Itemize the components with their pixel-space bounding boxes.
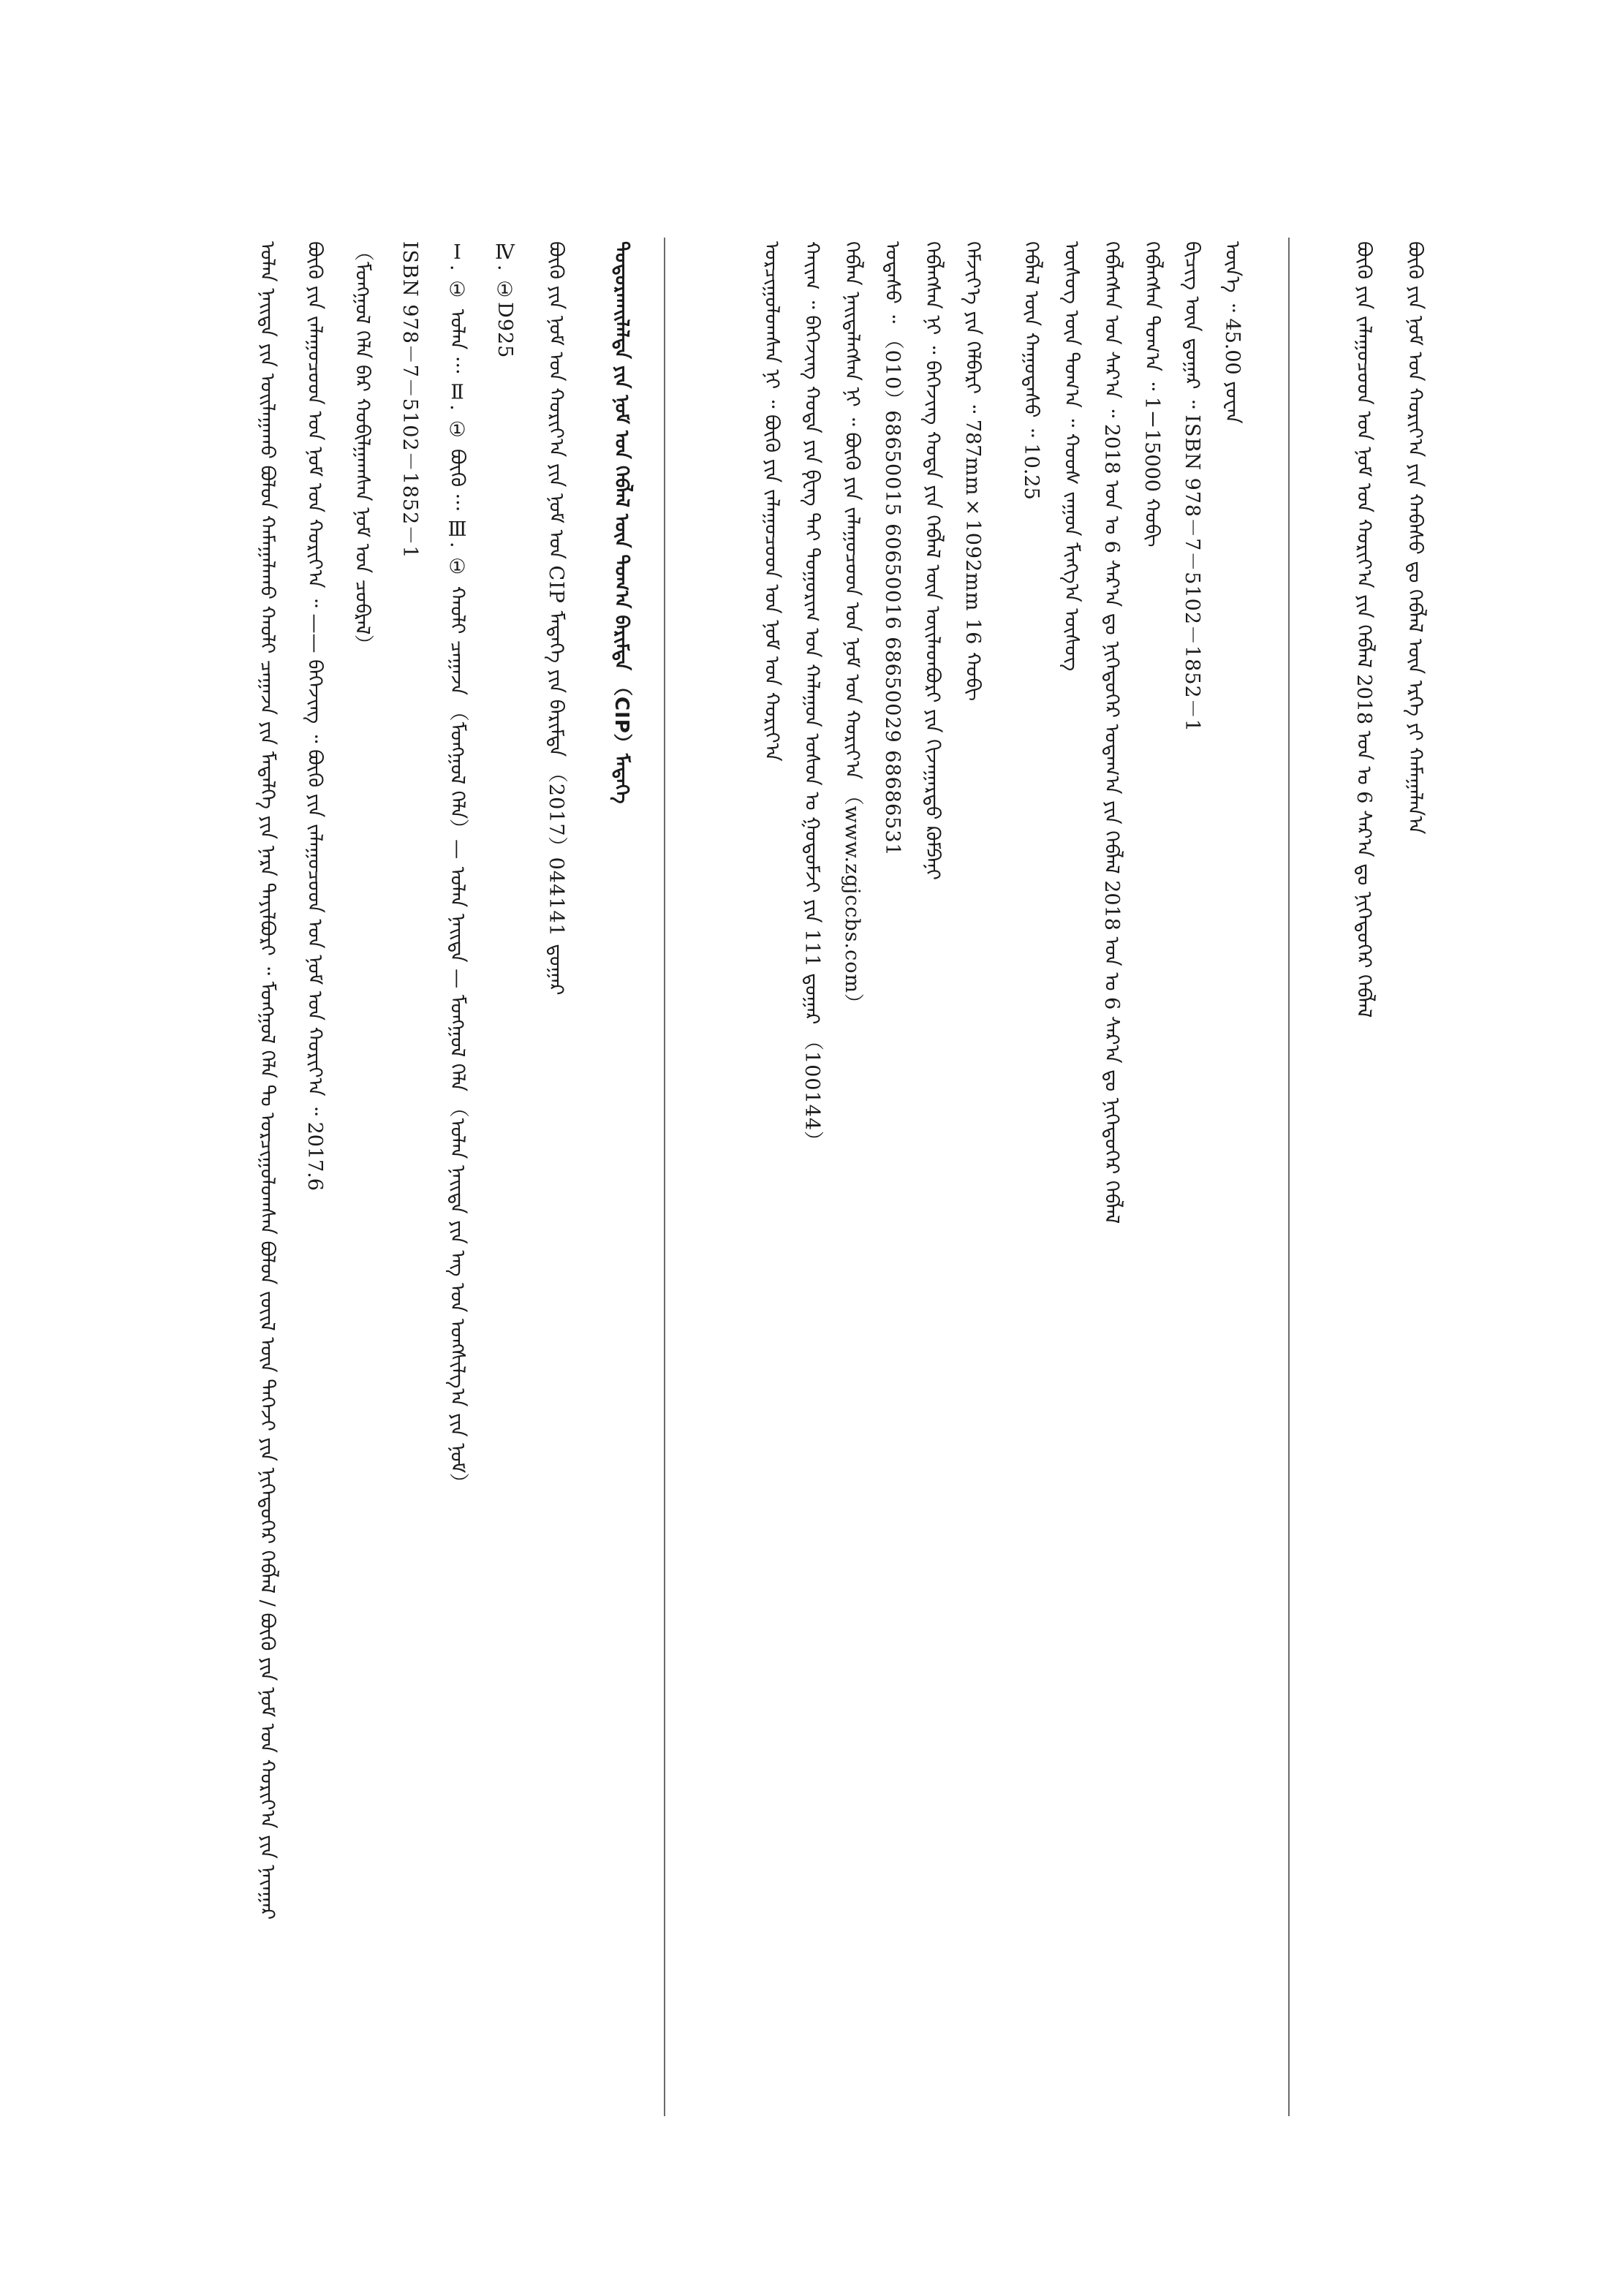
notice-line-2: ᠪᠦᠬᠦ ᠶᠢᠨ ᠵᠠᠯᠠᠭᠤᠴᠤᠳ ᠤᠨ ᠨᠣᠮ ᠤᠨ ᠬᠣᠷᠢᠶ᠎ᠠ ᠶᠢᠨ ᠬᠡᠪᠯᠡᠯ 2018 ᠣᠨ ᠤ 6 ᠰᠠᠷ᠎ᠠ ᠳᠤ ᠨᠢᠭᠡᠳᠦᠭᠡᠷ ᠬᠡᠪᠯᠡᠯ (1352, 241, 1375, 1018)
printer: ᠬᠡᠪᠯᠡᠭᠰᠡᠨ ᠨᠢ ᠃ ᠪᠡᠭᠡᠵᠢᠩ ᠬᠣᠲᠠ ᠶᠢᠨ ᠬᠡᠪᠯᠡᠯ ᠦᠨ ᠦᠢᠯᠡᠳᠪᠦᠷᠢ ᠶᠢᠨ ᠬᠢᠵᠠᠭᠠᠷᠲᠤ ᠺᠣᠮᠫᠠᠨᠢ (921, 241, 944, 880)
cip-line-5: Ⅰ. ① ᠣᠯᠠᠨ ··· Ⅱ. ① ᠪᠦᠬᠦ ··· Ⅲ. ① ᠬᠠᠤᠯᠢ ᠴᠠᠭᠠᠵᠠ （ᠮᠣᠩᠭᠣᠯ ᠬᠡᠯᠡ）— ᠣᠯᠠᠨ ᠨᠡᠢᠲᠡ — ᠮᠣᠩᠭᠣᠯ ᠬᠡᠯᠡ （ᠣᠯᠠᠨ ᠨᠡᠢᠲᠡ ᠶᠢᠨ ᠡᠩ ᠤᠨ ᠤᠩᠰᠢᠯᠭ᠎ᠠ ᠶᠢᠨ ᠨᠣᠮ） (446, 241, 469, 1494)
cip-line-6: Ⅳ. ①D925 (493, 241, 516, 359)
notice-line-1: ᠪᠦᠬᠦ ᠶᠢᠨ ᠨᠣᠮ ᠤᠨ ᠬᠣᠷᠢᠶ᠎ᠠ ᠶᠢᠨ ᠬᠠᠪᠠᠰᠤ ᠳᠤ ᠬᠡᠪᠯᠡᠯ ᠦᠨ ᠡᠷᠬᠡ ᠶᠢ ᠬᠠᠮᠠᠭᠠᠯᠠᠨ᠎ᠠ (1404, 241, 1426, 835)
cip-line-7: ᠪᠦᠬᠦ ᠶᠢᠨ ᠨᠣᠮ ᠤᠨ ᠬᠣᠷᠢᠶ᠎ᠠ ᠶᠢᠨ ᠨᠣᠮ ᠤᠨ CIP ᠮᠡᠳᠡᠭᠡ ᠶᠢᠨ ᠪᠠᠷᠢᠮᠲᠠ （2017）044141 ᠳ᠋ᠤᠭᠠᠷ (545, 241, 567, 996)
publisher: ᠬᠡᠪᠯᠡᠨ ᠨᠡᠢᠲᠡᠯᠡᠭᠰᠡᠨ ᠨᠢ ᠃ ᠪᠦᠬᠦ ᠶᠢᠨ ᠵᠠᠯᠠᠭᠤᠴᠤᠳ ᠤᠨ ᠨᠣᠮ ᠤᠨ ᠬᠣᠷᠢᠶ᠎ᠠ （www.zgjccbs.com） (841, 241, 863, 1015)
print-run: ᠬᠡᠪᠯᠡᠭᠰᠡᠨ ᠲᠣᠭ᠎ᠠ ᠃ 1－15000 ᠬᠤᠪᠢ (1140, 241, 1163, 548)
phone: ᠤᠲᠠᠰᠤ ᠃ （010）68650015 60650016 68650029 68686531 (881, 241, 904, 857)
print-date: ᠬᠡᠪᠯᠡᠭᠰᠡᠨ ᠣᠨ ᠰᠠᠷ᠎ᠠ ᠃ 2018 ᠣᠨ ᠤ 6 ᠰᠠᠷ᠎ᠠ ᠳᠤ ᠨᠢᠭᠡᠳᠦᠭᠡᠷ ᠤᠳᠠᠭ᠎ᠠ ᠶᠢᠨ ᠬᠡᠪᠯᠡᠯ 2018 ᠣᠨ ᠤ 6 ᠰᠠᠷ᠎ᠠ ᠳᠤ ᠨᠢᠭᠡᠳᠦᠭᠡᠷ ᠬᠡᠪᠯᠡᠯ (1100, 241, 1123, 1224)
cip-line-4: ISBN 978－7－5102－1852－1 (398, 241, 421, 559)
cip-heading: ᠲᠣᠳᠣᠷᠬᠠᠢᠯᠠᠯᠲᠠ ᠶᠢᠨ ᠨᠣᠮ ᠤᠨ ᠬᠡᠪᠯᠡᠯ ᠦᠨ ᠲᠣᠭ᠎ᠠ ᠪᠠᠷᠢᠮᠲᠠ （CIP）ᠮᠡᠳᠡᠭᠡ (610, 241, 632, 804)
price: ᠦᠨ᠎ᠡ ᠃ 45.00 ᠶᠤᠸᠠᠨ (1221, 241, 1244, 424)
cip-line-3: （ᠮᠣᠩᠭᠣᠯ ᠬᠡᠯᠡ ᠪᠡᠷ ᠬᠤᠪᠢᠯᠭᠠᠭᠰᠠᠨ ᠨᠣᠮ ᠤᠨ ᠴᠤᠪᠷᠠᠯ） (351, 241, 374, 656)
word-count: ᠦᠰᠦᠭ ᠦᠨ ᠲᠣᠭ᠎ᠠ ᠃ ᠬᠣᠣᠰ ᠵᠠᠭᠤᠨ ᠮᠢᠩᠭ᠎ᠠ ᠦᠰᠦᠭ (1060, 241, 1083, 672)
book-format: ᠬᠡᠮᠵᠢᠶ᠎ᠡ ᠶᠢᠨ ᠬᠡᠯᠪᠡᠷᠢ ᠃ 787mm×1092mm 16 ᠬᠤᠪᠢ (961, 241, 984, 701)
top-rule (1288, 238, 1290, 2116)
printed-sheets: ᠬᠡᠪᠯᠡᠯ ᠦᠨ ᠬᠠᠭᠤᠳᠠᠰᠤ ᠃ 10.25 (1020, 241, 1043, 500)
cip-line-2: ᠪᠦᠬᠦ ᠶᠢᠨ ᠵᠠᠯᠠᠭᠤᠴᠤᠳ ᠤᠨ ᠨᠣᠮ ᠤᠨ ᠬᠣᠷᠢᠶ᠎ᠠ ᠃ —— ᠪᠡᠭᠡᠵᠢᠩ ᠃ ᠪᠦᠬᠦ ᠶᠢᠨ ᠵᠠᠯᠠᠭᠤᠴᠤᠳ ᠤᠨ ᠨᠣᠮ ᠤᠨ ᠬᠣᠷᠢᠶ᠎ᠠ ᠃ 2017.6 (303, 241, 326, 1191)
cip-line-1: ᠣᠯᠠᠨ ᠨᠡᠢᠲᠡ ᠶᠢᠨ ᠣᠢᠯᠠᠭᠠᠬᠤ ᠪᠤᠯᠤᠨ ᠬᠠᠮᠠᠭᠠᠯᠠᠬᠤ ᠬᠠᠤᠯᠢ ᠴᠠᠭᠠᠵᠠ ᠶᠢᠨ ᠮᠡᠳᠡᠯᠭᠡ ᠶᠢᠨ ᠨᠡᠷᠡ ᠲᠠᠶᠢᠯᠪᠤᠷᠢ ᠃ ᠮᠣᠩᠭᠣᠯ ᠬᠡᠯᠡ ᠲᠤ ᠣᠷᠴᠢᠭᠤᠯᠤᠭᠰᠠᠨ ᠪᠤᠯᠤᠨ ᠵᠦᠢᠯ ᠦᠨ ᠳᠡᠭᠡᠵᠢ ᠶᠢᠨ ᠨᠢᠭᠡᠳᠦᠭᠡᠷ ᠬᠡᠪᠯᠡᠯ / ᠪᠦᠬᠦ ᠶᠢᠨ ᠨᠣᠮ ᠤᠨ ᠬᠣᠷᠢᠶ᠎ᠠ ᠶᠢᠨ ᠨᠠᠶ᠋ᠠᠭᠠᠷ (256, 241, 279, 1920)
translator: ᠣᠷᠴᠢᠭᠤᠯᠤᠭᠰᠠᠨ ᠨᠢ ᠃ ᠪᠦᠬᠦ ᠶᠢᠨ ᠵᠠᠯᠠᠭᠤᠴᠤᠳ ᠤᠨ ᠨᠣᠮ ᠤᠨ ᠬᠣᠷᠢᠶ᠎ᠠ (760, 241, 783, 762)
isbn-line: ᠪᠢᠴᠢᠭ ᠦᠨ ᠳ᠋ᠤᠭᠠᠷ ᠃ ISBN 978－7－5102－1852－1 (1181, 241, 1203, 732)
middle-rule (664, 238, 665, 2116)
address: ᠬᠠᠶ᠋ᠢᠭ ᠃ ᠪᠡᠭᠡᠵᠢᠩ ᠬᠣᠲᠠ ᠶᠢᠨ ᠹᠧᠩ ᠲᠠᠶ ᠲᠣᠭᠣᠷᠢᠭ ᠤᠨ ᠬᠠᠯᠠᠭᠤᠨ ᠤᠰᠤᠨ ᠤ ᠭᠤᠳᠤᠮᠵᠢ ᠶᠢᠨ 111 ᠳ᠋ᠤᠭᠠᠷ （100144） (801, 241, 823, 1152)
